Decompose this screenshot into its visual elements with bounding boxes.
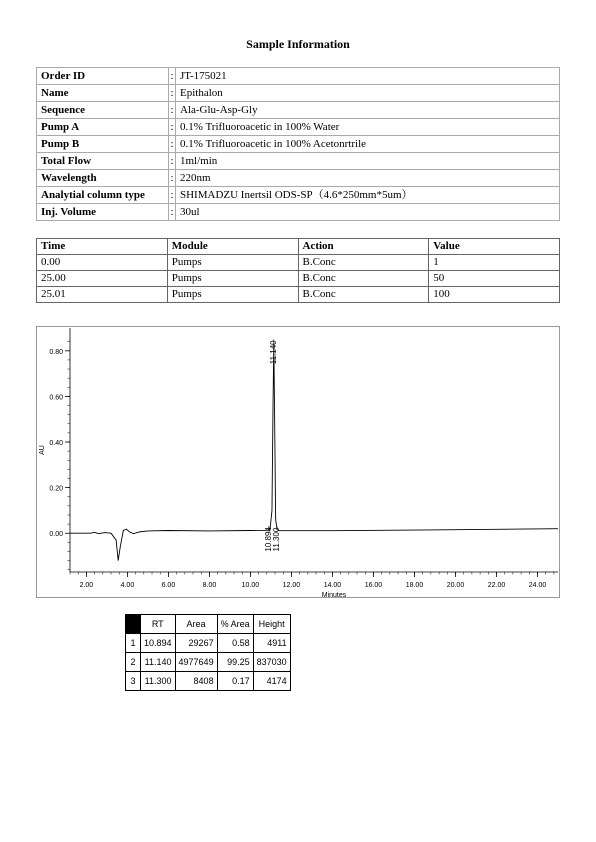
y-tick-label: 0.20 [49,485,63,493]
info-label: Wavelength [37,170,169,187]
peak-cell: 0.58 [217,634,253,653]
peak-cell: 4911 [253,634,290,653]
method-cell: 100 [429,287,560,303]
info-label: Name [37,85,169,102]
peak-header-cell: % Area [217,615,253,634]
method-cell: 1 [429,255,560,271]
peak-cell: 10.894 [141,634,176,653]
peak-index: 1 [126,634,141,653]
method-header-cell: Action [298,239,429,255]
info-value: Ala-Glu-Asp-Gly [176,102,560,119]
method-cell: 0.00 [37,255,168,271]
peak-cell: 8408 [175,672,217,691]
info-value: SHIMADZU Inertsil ODS-SP（4.6*250mm*5um） [176,187,560,204]
info-value: JT-175021 [176,68,560,85]
peak-row [126,653,291,672]
peak-row [126,672,291,691]
method-cell: B.Conc [298,255,429,271]
method-header-row [37,239,560,255]
peak-label: 11.140 [268,340,278,365]
info-value: 220nm [176,170,560,187]
method-cell: B.Conc [298,271,429,287]
x-tick-label: 6.00 [161,582,176,589]
x-axis-label: Minutes [321,592,347,598]
peak-header-cell: Height [253,615,290,634]
info-value: 0.1% Trifluoroacetic in 100% Acetonrtrile [176,136,560,153]
info-value: Epithalon [176,85,560,102]
y-tick-label: 0.60 [49,394,63,402]
method-header-cell: Value [429,239,560,255]
info-separator: : [169,204,176,221]
info-separator: : [169,68,176,85]
x-tick-label: 14.00 [323,582,342,589]
x-tick-label: 8.00 [202,582,217,589]
info-separator: : [169,85,176,102]
info-row [37,187,560,204]
info-row [37,85,560,102]
info-separator: : [169,102,176,119]
method-row [37,271,560,287]
x-tick-label: 4.00 [120,582,135,589]
info-row [37,136,560,153]
method-cell: Pumps [167,287,298,303]
info-label: Pump A [37,119,169,136]
info-separator: : [169,119,176,136]
y-tick-label: 0.80 [49,348,63,356]
method-header-cell: Time [37,239,168,255]
peak-cell: 11.300 [141,672,176,691]
x-tick-label: 12.00 [282,582,301,589]
info-row [37,204,560,221]
x-tick-label: 16.00 [364,582,383,589]
info-separator: : [169,170,176,187]
info-label: Order ID [37,68,169,85]
info-label: Inj. Volume [37,204,169,221]
info-row [37,153,560,170]
sample-info-table [36,67,560,221]
page-title: Sample Information [246,37,350,51]
method-cell: B.Conc [298,287,429,303]
peak-header-cell: RT [141,615,176,634]
method-row [37,255,560,271]
chromatogram-trace [70,342,558,560]
peak-header-corner [126,615,141,634]
method-cell: Pumps [167,255,298,271]
y-tick-label: 0.00 [49,531,63,539]
x-tick-label: 24.00 [528,582,547,589]
chromatogram-chart [36,326,560,598]
peak-cell: 29267 [175,634,217,653]
method-cell: 50 [429,271,560,287]
peak-cell: 0.17 [217,672,253,691]
x-tick-label: 2.00 [79,582,94,589]
info-separator: : [169,187,176,204]
info-separator: : [169,136,176,153]
peak-cell: 11.140 [141,653,176,672]
method-cell: Pumps [167,271,298,287]
peak-cell: 837030 [253,653,290,672]
peak-table [125,614,291,691]
info-row [37,170,560,187]
x-tick-label: 22.00 [487,582,506,589]
info-value: 30ul [176,204,560,221]
x-tick-label: 10.00 [241,582,260,589]
peak-header-cell: Area [175,615,217,634]
info-label: Total Flow [37,153,169,170]
method-header-cell: Module [167,239,298,255]
info-row [37,102,560,119]
method-cell: 25.00 [37,271,168,287]
info-label: Sequence [37,102,169,119]
peak-label: 10.894 [263,527,273,552]
peak-index: 2 [126,653,141,672]
peak-header-row [126,615,291,634]
info-separator: : [169,153,176,170]
gradient-method-table [36,238,560,303]
y-axis-label: AU [39,445,46,455]
chart-border [37,327,560,598]
info-value: 0.1% Trifluoroacetic in 100% Water [176,119,560,136]
peak-cell: 4977649 [175,653,217,672]
peak-index: 3 [126,672,141,691]
peak-label: 11.300 [272,527,282,552]
peak-cell: 99.25 [217,653,253,672]
chromatogram-svg [36,326,560,598]
peak-row [126,634,291,653]
method-row [37,287,560,303]
method-cell: 25.01 [37,287,168,303]
y-tick-label: 0.40 [49,440,63,448]
x-tick-label: 18.00 [405,582,424,589]
info-label: Pump B [37,136,169,153]
info-label: Analytial column type [37,187,169,204]
info-row [37,68,560,85]
peak-cell: 4174 [253,672,290,691]
x-tick-label: 20.00 [446,582,465,589]
info-value: 1ml/min [176,153,560,170]
info-row [37,119,560,136]
